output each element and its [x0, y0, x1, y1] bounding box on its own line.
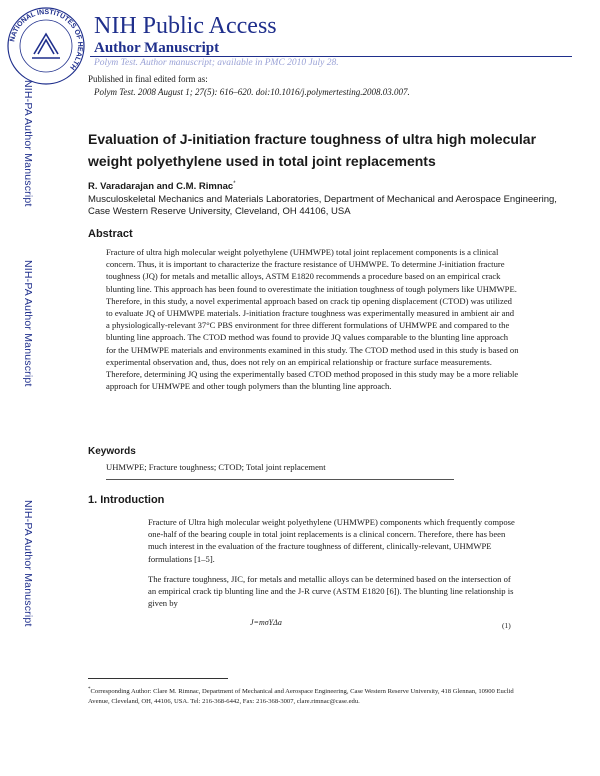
published-line: Published in final edited form as: — [88, 74, 208, 84]
sidebar-label-bottom: NIH-PA Author Manuscript — [22, 500, 34, 627]
keywords-text: UHMWPE; Fracture toughness; CTOD; Total joint replacement — [106, 462, 326, 472]
author-names: R. Varadarajan and C.M. Rimnac — [88, 181, 234, 193]
introduction-heading: 1. Introduction — [88, 494, 165, 506]
svg-text:NATIONAL INSTITUTES OF HEALTH: NATIONAL INSTITUTES OF HEALTH — [9, 8, 84, 71]
footnote-mark: * — [88, 687, 91, 692]
citation — [94, 87, 410, 97]
sidebar-label-middle: NIH-PA Author Manuscript — [22, 260, 34, 387]
author-manuscript-label: Author Manuscript — [94, 40, 220, 56]
abstract-heading: Abstract — [88, 228, 133, 240]
paper-title: Evaluation of J-initiation fracture toughness of ultra high molecular weight polyethylene used in total joint replacements — [88, 131, 537, 169]
affiliation: Musculoskeletal Mechanics and Materials Laboratories, Department of Mechanical and Aerospace Engineering, Case Western Reserve University, Cleveland, OH 44106, USA — [88, 194, 557, 217]
keywords-divider — [106, 479, 454, 480]
equation-blunting-line: J=mσYΔa — [250, 618, 282, 627]
keywords-heading: Keywords — [88, 446, 136, 457]
pmc-availability-note: Polym Test. Author manuscript; available in PMC 2010 July 28. — [94, 58, 339, 68]
footnote — [88, 685, 518, 706]
footnote-text: Corresponding Author: Clare M. Rimnac, Department of Mechanical and Aerospace Engineering, Case Western Reserve University, 418 Glennan, 10900 Euclid Avenue, Cleveland, OH, 44106, USA. Tel: 216-368-6442, Fax: 216-368-3007, clare.rimnac@case.edu. — [88, 688, 514, 705]
nih-seal-logo — [4, 4, 88, 88]
citation-text: Polym Test. 2008 August 1; 27(5): 616–620. doi:10.1016/j.polymertesting.2008.03.007. — [94, 87, 410, 97]
intro-paragraph-1: Fracture of Ultra high molecular weight polyethylene (UHMWPE) components which frequently compose one-half of the bearing couple in total joint replacements is a clinical concern. Therefore, there has been much interest in the evaluation of the fracture toughness of different, clinically-relevant, UHMWPE formulations [1–5]. — [148, 517, 515, 564]
nih-public-access-title: NIH Public Access — [94, 13, 277, 39]
authors — [88, 181, 236, 192]
abstract-text: Fracture of ultra high molecular weight polyethylene (UHMWPE) total joint replacement components is a clinical concern. Thus, it is important to characterize the fracture resistance of UHMWPE. To determine J-initiation fracture toughness (JQ) for metals and metallic alloys, ASTM E1820 recommends a procedure based on an empirical crack blunting line. This approach has been found to overestimate the initiation toughness of tough polymers like UHMWPE. Therefore, in this study, a novel experimental approach based on crack tip opening displacement (CTOD) was utilized to evaluate JQ of UHMWPE materials. J-initiation fracture toughness was experimentally measured in ambient air and a physiologically-relevant 37°C PBS environment for three different formulations of UHMWPE and compared to the blunting line approach. The CTOD method was found to provide JQ values comparable to the blunting line approach for the UHMWPE materials and environments examined in this study. The CTOD method used in this study is based on experimental observation and, thus, does not rely on an empirical relationship or fracture surface measurements. Therefore, determining JQ using the experimentally based CTOD method proposed in this study may be a more reliable approach for UHMWPE and other tough polymers than the blunting line approach. — [106, 247, 519, 392]
equation-number: (1) — [502, 621, 511, 630]
footnote-divider — [88, 678, 228, 679]
sidebar-label-top: NIH-PA Author Manuscript — [22, 80, 34, 207]
intro-paragraph-2: The fracture toughness, JIC, for metals and metallic alloys can be determined based on the intersection of an empirical crack tip blunting line and the J-R curve (ASTM E1820 [6]). The blunting line relationship is given by — [148, 574, 514, 609]
author-footnote-mark: * — [233, 181, 236, 187]
